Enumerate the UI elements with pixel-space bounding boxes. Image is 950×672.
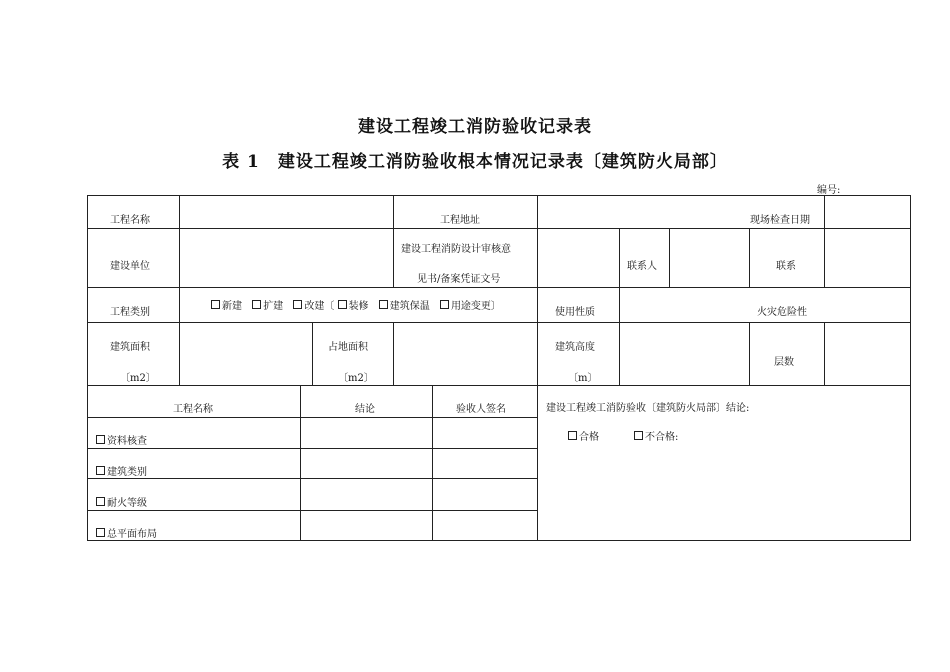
floors-label: 层数 [774, 357, 794, 368]
review-item-building-category[interactable]: 建筑类别 [96, 466, 147, 479]
building-area-label: 建筑面积 [110, 342, 150, 353]
serial-number-label: 编号: [817, 185, 841, 196]
review-item-site-layout[interactable]: 总平面布局 [96, 528, 157, 541]
contact-person-label: 联系人 [627, 261, 657, 272]
project-address-label: 工程地址 [440, 215, 480, 226]
category-expand-option[interactable]: 扩建 [252, 301, 283, 312]
project-name-label: 工程名称 [110, 215, 150, 226]
form-title: 建设工程竣工消防验收记录表 [358, 117, 592, 137]
fail-option[interactable]: 不合格: [634, 431, 678, 444]
checkbox-icon [252, 300, 261, 309]
review-item-document-check[interactable]: 资料核查 [96, 435, 147, 448]
checkbox-icon [211, 300, 220, 309]
checkbox-icon [440, 300, 449, 309]
checkbox-icon [293, 300, 302, 309]
checkbox-icon [338, 300, 347, 309]
conclusion-label: 建设工程竣工消防验收〔建筑防火局部〕结论: [546, 403, 750, 414]
checkbox-icon [634, 431, 643, 440]
category-rebuild-option[interactable]: 改建〔 [293, 301, 334, 312]
pass-option[interactable]: 合格 [568, 431, 599, 444]
review-header-signature: 验收人签名 [456, 404, 506, 415]
checkbox-icon [96, 435, 105, 444]
land-area-unit: 〔m2〕 [338, 373, 374, 384]
category-insulation-option[interactable]: 建筑保温 [379, 301, 430, 312]
category-new-option[interactable]: 新建 [211, 301, 242, 312]
design-review-label-line1: 建设工程消防设计审核意 [401, 244, 511, 255]
review-item-fire-rating[interactable]: 耐火等级 [96, 497, 147, 510]
land-area-label: 占地面积 [328, 342, 368, 353]
inspection-date-label: 现场检查日期 [750, 215, 810, 226]
checkbox-icon [96, 528, 105, 537]
checkbox-icon [96, 497, 105, 506]
category-label: 工程类别 [110, 307, 150, 318]
usage-label: 使用性质 [555, 307, 595, 318]
contact-label: 联系 [776, 261, 796, 272]
checkbox-icon [96, 466, 105, 475]
design-review-label-line2: 见书/备案凭证文号 [417, 274, 501, 285]
review-header-project: 工程名称 [173, 404, 213, 415]
category-options [211, 300, 501, 313]
checkbox-icon [568, 431, 577, 440]
building-height-unit: 〔m〕 [568, 373, 598, 384]
building-height-label: 建筑高度 [555, 342, 595, 353]
category-decoration-option[interactable]: 装修 [338, 301, 369, 312]
fire-risk-label: 火灾危险性 [757, 307, 807, 318]
form-subtitle: 表 1 建设工程竣工消防验收根本情况记录表〔建筑防火局部〕 [222, 152, 728, 172]
builder-label: 建设单位 [110, 261, 150, 272]
review-header-conclusion: 结论 [355, 404, 375, 415]
building-area-unit: 〔m2〕 [120, 373, 156, 384]
checkbox-icon [379, 300, 388, 309]
category-usage-change-option[interactable]: 用途变更〕 [440, 301, 501, 312]
